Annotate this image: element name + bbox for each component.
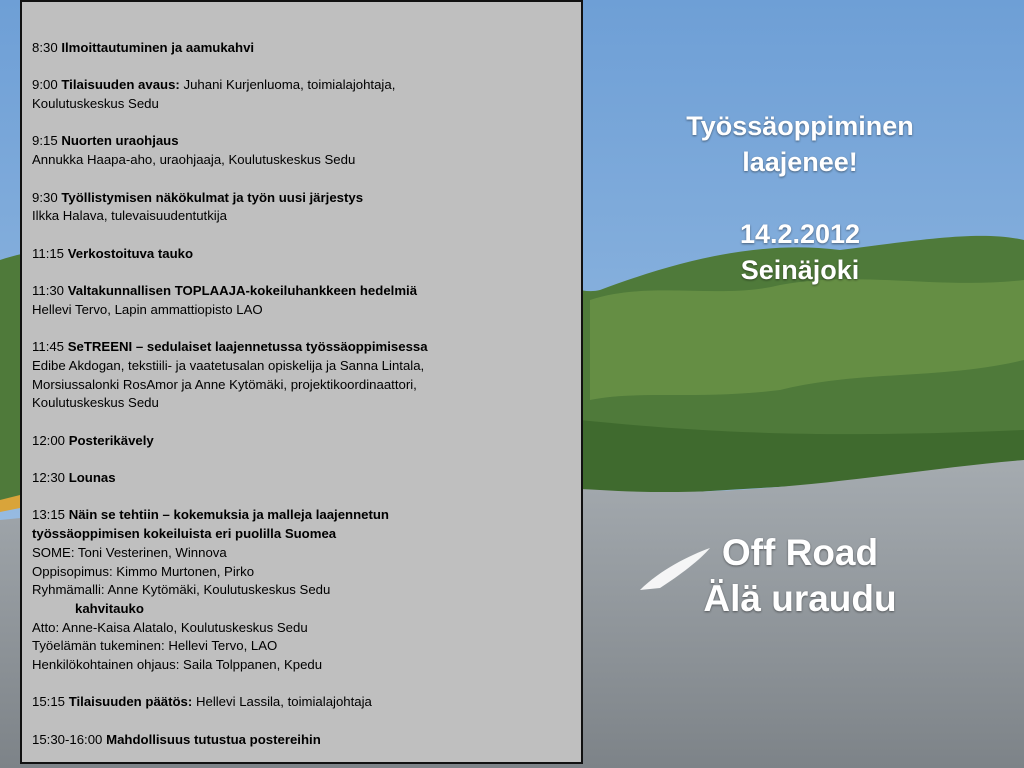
program-item <box>32 693 581 712</box>
program-item-heading <box>32 731 581 750</box>
program-time: 12:30 <box>32 470 66 486</box>
program-title: Nuorten uraohjaus <box>61 133 179 149</box>
slogan-line-2: Älä uraudu <box>703 578 897 619</box>
program-speaker: Juhani Kurjenluoma, toimialajohtaja, <box>183 77 396 93</box>
program-time: 9:15 <box>32 133 58 149</box>
program-title: Työllistymisen näkökulmat ja työn uusi järjestys <box>61 189 364 205</box>
program-time: 15:15 <box>32 694 66 710</box>
program-title-continued: työssäoppimisen kokeiluista eri puolilla Suomea <box>32 526 337 542</box>
program-title: SeTREENI – sedulaiset laajennetussa työssäoppimisessa <box>67 339 428 355</box>
program-detail-line: Koulutuskeskus Sedu <box>32 96 159 112</box>
program-item-heading <box>32 432 581 451</box>
slogan-block <box>600 530 1000 622</box>
program-time: 13:15 <box>32 507 66 523</box>
program-item <box>32 432 581 451</box>
program-time: 8:30 <box>32 40 58 55</box>
program-speaker: Hellevi Lassila, toimialajohtaja <box>195 694 372 710</box>
program-time: 9:00 <box>32 77 58 93</box>
headline-line-1: Työssäoppiminen <box>686 111 914 141</box>
event-city: Seinäjoki <box>740 255 860 285</box>
program-detail-line: Edibe Akdogan, tekstiili- ja vaatetusalan opiskelija ja Sanna Lintala, <box>32 357 425 373</box>
program-item-heading <box>32 76 581 95</box>
program-title: Lounas <box>68 470 116 486</box>
program-item <box>32 76 581 113</box>
program-title: Mahdollisuus tutustua postereihin <box>106 731 321 747</box>
program-item-heading <box>32 189 581 208</box>
program-detail-line: Oppisopimus: Kimmo Murtonen, Pirko <box>32 563 255 579</box>
program-item <box>32 39 581 58</box>
program-detail-line: Atto: Anne-Kaisa Alatalo, Koulutuskeskus Sedu <box>32 619 308 635</box>
program-time: 11:15 <box>32 245 65 261</box>
program-detail-line: Morsiussalonki RosAmor ja Anne Kytömäki, projektikoordinaattori, <box>32 376 417 392</box>
program-time: 12:00 <box>32 432 66 448</box>
program-item <box>32 338 581 413</box>
program-title: Tilaisuuden päätös: <box>68 694 193 710</box>
program-time: 15:30-16:00 <box>32 731 103 747</box>
program-item-heading <box>32 469 581 488</box>
program-item-heading <box>32 132 581 151</box>
program-detail-line: Annukka Haapa-aho, uraohjaaja, Koulutuskeskus Sedu <box>32 152 356 168</box>
program-item <box>32 731 581 750</box>
program-detail-line: Henkilökohtainen ohjaus: Saila Tolppanen, Kpedu <box>32 657 323 673</box>
program-item-heading <box>32 506 581 525</box>
program-item <box>32 282 581 319</box>
event-title-block <box>600 108 1000 288</box>
program-detail-line: Ilkka Halava, tulevaisuudentutkija <box>32 208 227 224</box>
headline-line-2: laajenee! <box>742 147 858 177</box>
program-detail-line: Hellevi Tervo, Lapin ammattiopisto LAO <box>32 301 263 317</box>
program-item-heading <box>32 245 581 264</box>
program-title: Posterikävely <box>68 432 154 448</box>
program-item-heading <box>32 338 581 357</box>
program-time: 11:45 <box>32 339 65 355</box>
program-time: 11:30 <box>32 283 65 299</box>
program-detail-line: SOME: Toni Vesterinen, Winnova <box>32 544 227 560</box>
program-item <box>32 132 581 169</box>
program-item-heading <box>32 39 581 58</box>
program-time: 9:30 <box>32 189 58 205</box>
program-panel <box>20 0 583 764</box>
program-item <box>32 245 581 264</box>
program-title: Valtakunnallisen TOPLAAJA-kokeiluhankkeen hedelmiä <box>67 283 418 299</box>
program-detail-line: Ryhmämalli: Anne Kytömäki, Koulutuskeskus Sedu <box>32 582 331 598</box>
program-title: Tilaisuuden avaus: <box>61 77 180 93</box>
event-date: 14.2.2012 <box>739 219 861 249</box>
program-title: Verkostoituva tauko <box>67 245 194 261</box>
program-title: Ilmoittautuminen ja aamukahvi <box>61 40 255 55</box>
program-detail-line: Koulutuskeskus Sedu <box>32 395 159 411</box>
program-item <box>32 506 581 674</box>
program-item-heading <box>32 693 581 712</box>
slogan-line-1: Off Road <box>721 532 879 573</box>
program-item <box>32 189 581 226</box>
coffee-break: kahvitauko <box>75 600 144 616</box>
program-title: Näin se tehtiin – kokemuksia ja malleja laajennetun <box>68 507 389 523</box>
program-detail-line: Työelämän tukeminen: Hellevi Tervo, LAO <box>32 638 278 654</box>
program-item-heading <box>32 282 581 301</box>
program-item <box>32 469 581 488</box>
